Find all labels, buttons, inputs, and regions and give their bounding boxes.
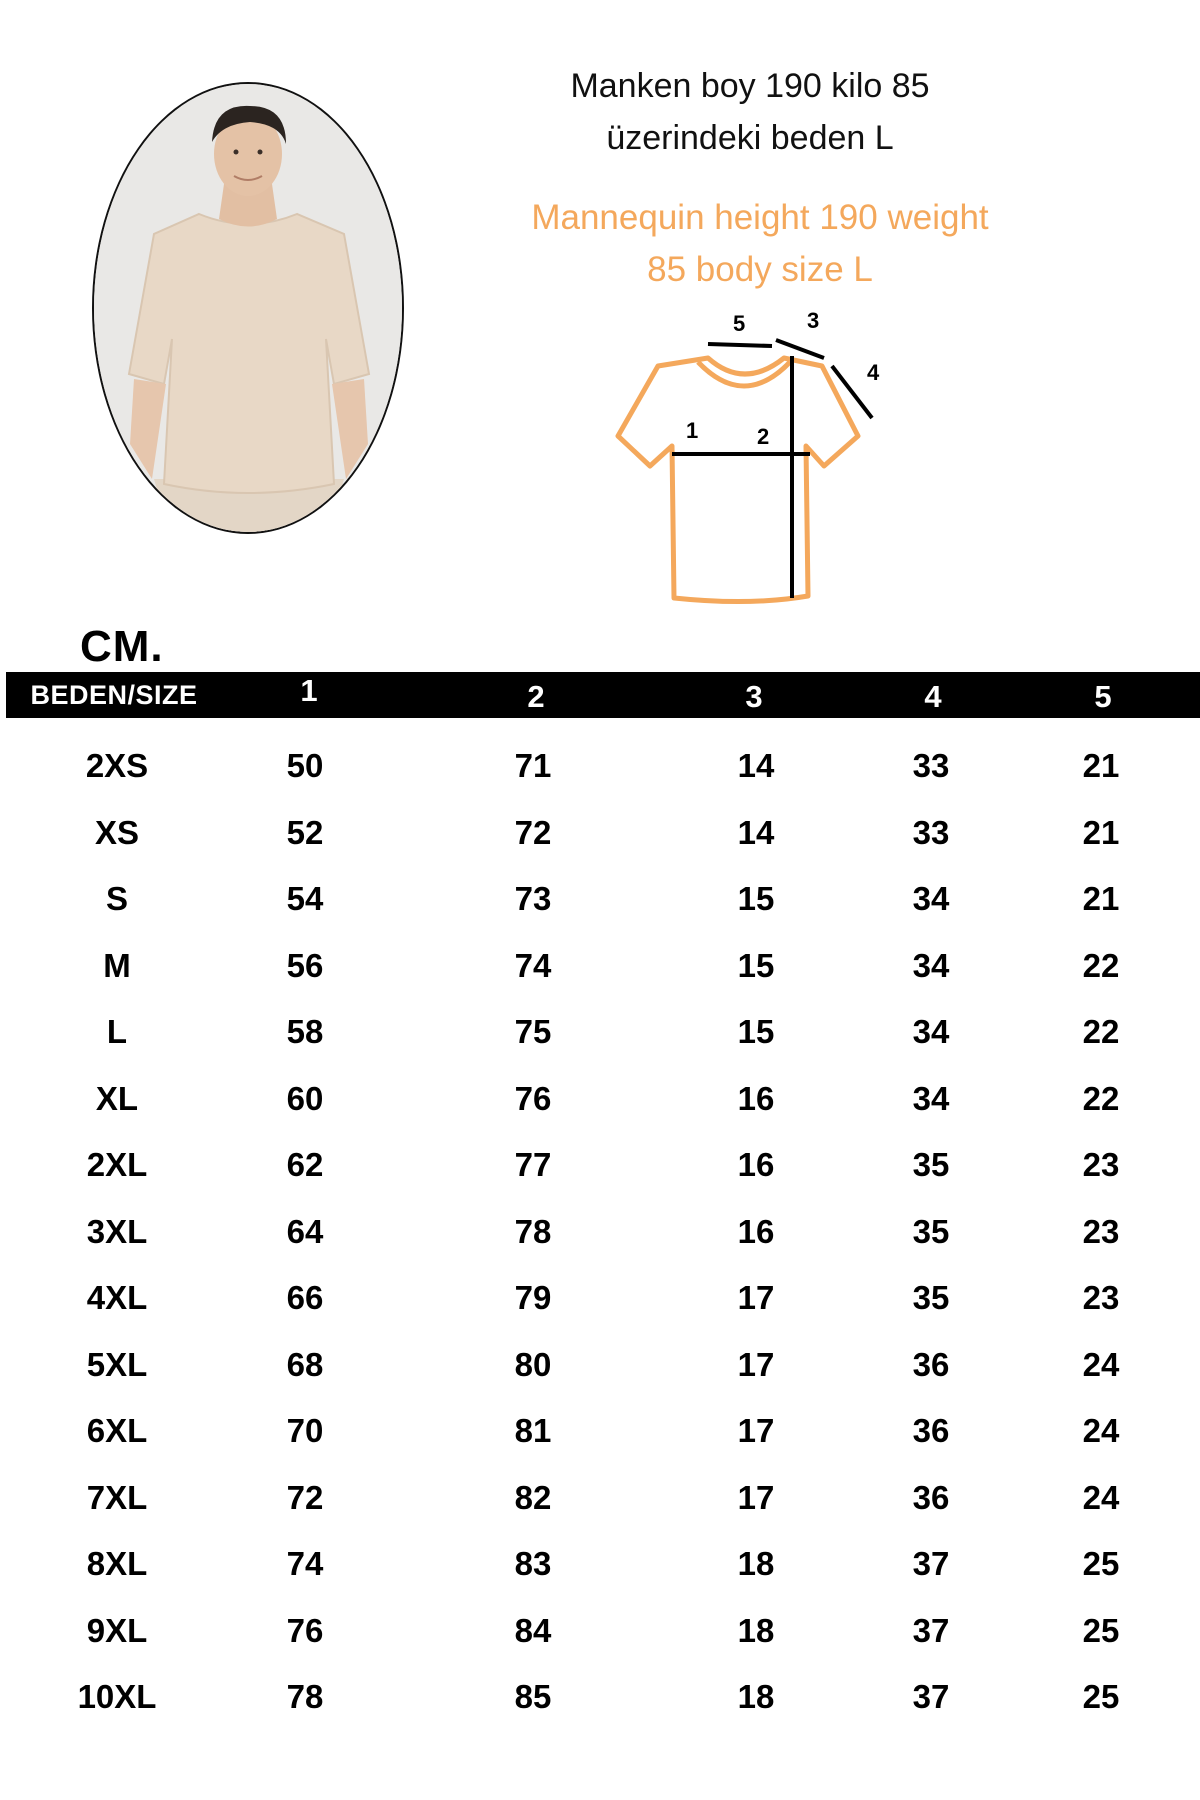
measure-1-cell: 74 <box>286 1545 324 1582</box>
model-illustration <box>94 84 402 532</box>
measure-5-cell: 24 <box>1082 1478 1120 1516</box>
header-col-5: 5 <box>1094 679 1112 714</box>
measure-3-cell: 17 <box>737 1345 775 1383</box>
measure-5-cell: 23 <box>1082 1212 1120 1250</box>
measure-label-4: 4 <box>867 360 880 385</box>
measure-label-5: 5 <box>733 311 746 336</box>
table-row <box>0 1598 1200 1665</box>
measure-3-cell: 15 <box>737 1013 775 1050</box>
measure-5-cell: 21 <box>1082 747 1120 784</box>
measure-2-cell: 71 <box>514 747 552 784</box>
size-cell: 9XL <box>86 1611 148 1649</box>
header-size: BEDEN/SIZE <box>30 680 198 710</box>
measure-4-cell: 35 <box>912 1279 950 1316</box>
measure-3-cell: 18 <box>737 1678 775 1715</box>
measure-2-cell: 77 <box>514 1146 552 1183</box>
table-row <box>0 1398 1200 1465</box>
caption-english-line1: Mannequin height 190 weight <box>531 198 989 237</box>
table-row <box>0 1531 1200 1598</box>
measure-1-cell: 52 <box>286 813 324 851</box>
measure-2-cell: 78 <box>514 1212 552 1250</box>
measure-5-cell: 23 <box>1082 1279 1120 1316</box>
measure-2-cell: 73 <box>514 880 552 917</box>
size-table-header <box>6 672 1200 718</box>
measure-5-cell: 23 <box>1082 1146 1120 1183</box>
measure-label-3: 3 <box>807 308 820 333</box>
measure-4-cell: 33 <box>912 747 950 784</box>
measure-3-cell: 17 <box>737 1478 775 1516</box>
header-col-1: 1 <box>300 673 318 708</box>
measure-1-cell: 58 <box>286 1013 324 1050</box>
measure-2-cell: 83 <box>514 1545 552 1582</box>
table-row <box>0 999 1200 1066</box>
tshirt-outline <box>618 358 858 602</box>
measure-2-cell: 75 <box>514 1013 552 1050</box>
measure-5-cell: 24 <box>1082 1345 1120 1383</box>
table-row <box>0 866 1200 933</box>
measure-5-cell: 22 <box>1082 946 1120 984</box>
measure-5-cell: 25 <box>1082 1611 1120 1649</box>
measure-4-cell: 36 <box>912 1478 950 1516</box>
measure-3-cell: 18 <box>737 1545 775 1582</box>
measure-1-cell: 50 <box>286 747 324 784</box>
measure-3-cell: 15 <box>737 880 775 917</box>
measure-2-cell: 81 <box>514 1412 552 1449</box>
measure-3-cell: 16 <box>737 1146 775 1183</box>
measure-5-cell: 24 <box>1082 1412 1120 1449</box>
tshirt-measurement-diagram <box>600 300 900 620</box>
measure-4-cell: 36 <box>912 1412 950 1449</box>
measure-5-cell: 25 <box>1082 1545 1120 1582</box>
size-cell: L <box>106 1013 128 1050</box>
table-row <box>0 1199 1200 1266</box>
caption-turkish-line2: üzerindeki beden L <box>606 119 894 157</box>
size-cell: 2XS <box>85 747 149 784</box>
measure-1-cell: 60 <box>286 1079 324 1117</box>
caption-english <box>500 192 1020 296</box>
measure-5-cell: 21 <box>1082 880 1120 917</box>
table-row <box>0 933 1200 1000</box>
header-col-2: 2 <box>527 679 545 714</box>
measure-2-cell: 85 <box>514 1678 552 1715</box>
size-cell: M <box>103 946 131 984</box>
measure-5-cell: 21 <box>1082 813 1120 851</box>
measure-2-cell: 79 <box>514 1279 552 1316</box>
size-cell: S <box>105 880 129 917</box>
table-row <box>0 1132 1200 1199</box>
measure-4-cell: 34 <box>912 880 950 917</box>
measure-line-5 <box>708 344 772 346</box>
measure-label-1: 1 <box>686 418 699 443</box>
size-cell: XS <box>94 813 140 851</box>
caption-turkish <box>500 60 1000 164</box>
measure-4-cell: 36 <box>912 1345 950 1383</box>
measure-4-cell: 34 <box>912 1079 950 1117</box>
measure-5-cell: 22 <box>1082 1079 1120 1117</box>
caption-english-line2: 85 body size L <box>647 250 873 289</box>
measure-5-cell: 25 <box>1082 1678 1120 1715</box>
measure-2-cell: 74 <box>514 946 552 984</box>
model-photo <box>92 82 404 534</box>
measure-3-cell: 15 <box>737 946 775 984</box>
measure-1-cell: 54 <box>286 880 324 917</box>
size-cell: 4XL <box>86 1279 148 1316</box>
caption-turkish-line1: Manken boy 190 kilo 85 <box>570 67 930 105</box>
measure-1-cell: 76 <box>286 1611 324 1649</box>
measure-3-cell: 16 <box>737 1212 775 1250</box>
table-row <box>0 1465 1200 1532</box>
measure-1-cell: 66 <box>286 1279 324 1316</box>
measure-3-cell: 14 <box>737 813 775 851</box>
measure-2-cell: 82 <box>514 1478 552 1516</box>
table-row <box>0 800 1200 867</box>
measure-label-2: 2 <box>757 424 770 449</box>
measure-2-cell: 76 <box>514 1079 552 1117</box>
size-cell: 5XL <box>86 1345 148 1383</box>
measure-3-cell: 18 <box>737 1611 775 1649</box>
measure-3-cell: 17 <box>737 1279 775 1316</box>
header-col-4: 4 <box>924 679 942 714</box>
measure-4-cell: 34 <box>912 946 950 984</box>
measure-4-cell: 35 <box>912 1212 950 1250</box>
measure-1-cell: 72 <box>286 1478 324 1516</box>
size-cell: 2XL <box>86 1146 148 1183</box>
table-row <box>0 1066 1200 1133</box>
measure-1-cell: 78 <box>286 1678 324 1715</box>
measure-2-cell: 72 <box>514 813 552 851</box>
measure-1-cell: 68 <box>286 1345 324 1383</box>
table-row <box>0 733 1200 800</box>
measure-1-cell: 64 <box>286 1212 324 1250</box>
measure-1-cell: 62 <box>286 1146 324 1183</box>
measure-5-cell: 22 <box>1082 1013 1120 1050</box>
table-row <box>0 1265 1200 1332</box>
header-col-3: 3 <box>745 679 763 714</box>
unit-label: CM. <box>80 622 164 671</box>
measure-2-cell: 84 <box>514 1611 552 1649</box>
measure-1-cell: 70 <box>286 1412 324 1449</box>
measure-2-cell: 80 <box>514 1345 552 1383</box>
size-cell: XL <box>95 1079 139 1117</box>
measure-3-cell: 17 <box>737 1412 775 1449</box>
size-cell: 7XL <box>86 1478 148 1516</box>
table-row <box>0 1664 1200 1731</box>
measure-3-cell: 16 <box>737 1079 775 1117</box>
size-cell: 6XL <box>86 1412 148 1449</box>
measure-3-cell: 14 <box>737 747 775 784</box>
measure-4-cell: 35 <box>912 1146 950 1183</box>
measure-4-cell: 37 <box>912 1545 950 1582</box>
measure-1-cell: 56 <box>286 946 324 984</box>
measure-4-cell: 34 <box>912 1013 950 1050</box>
table-row <box>0 1332 1200 1399</box>
size-cell: 10XL <box>77 1678 157 1715</box>
measure-4-cell: 37 <box>912 1611 950 1649</box>
size-table-body <box>0 733 1200 1731</box>
measure-4-cell: 37 <box>912 1678 950 1715</box>
size-cell: 3XL <box>86 1212 148 1250</box>
measure-line-3 <box>776 340 824 358</box>
measure-4-cell: 33 <box>912 813 950 851</box>
size-cell: 8XL <box>86 1545 148 1582</box>
